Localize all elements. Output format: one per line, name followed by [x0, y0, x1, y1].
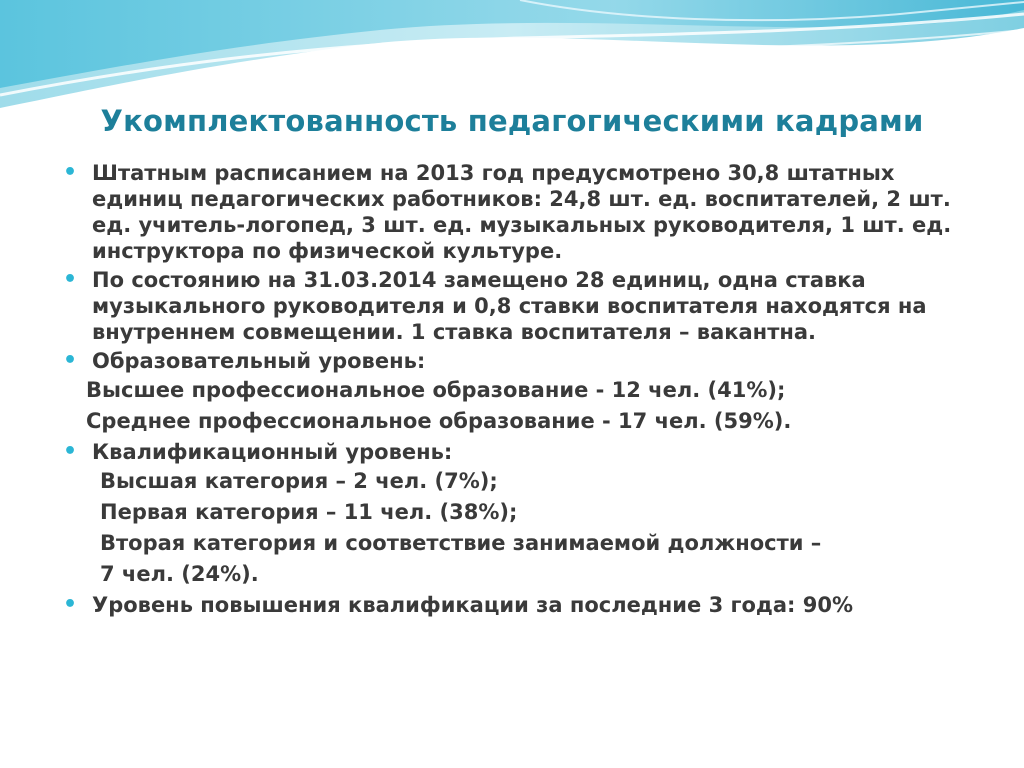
slide-content	[0, 160, 1024, 621]
education-higher: Высшее профессиональное образование - 12 чел. (41%);	[86, 378, 786, 402]
bullet-item-filled-positions	[0, 267, 952, 345]
bullet-item-staffing	[0, 160, 952, 264]
bullet-dot-icon: •	[63, 592, 78, 617]
bullet-dot-icon: •	[63, 439, 78, 464]
bullet-dot-icon: •	[63, 348, 78, 373]
bullet-item-qualification-level	[0, 439, 952, 465]
qualification-highest: Высшая категория – 2 чел. (7%);	[100, 469, 498, 493]
bullet-dot-icon: •	[63, 267, 78, 292]
bullet-text: Образовательный уровень:	[92, 349, 426, 373]
bullet-text: Уровень повышения квалификации за последние 3 года: 90%	[92, 593, 854, 617]
education-secondary: Среднее профессиональное образование - 17 чел. (59%).	[86, 409, 792, 433]
slide-title: Укомплектованность педагогическими кадрами	[100, 104, 924, 138]
qualification-second: Вторая категория и соответствие занимаемой должности –	[100, 531, 822, 555]
bullet-item-training-level	[0, 592, 952, 618]
bullet-text: По состоянию на 31.03.2014 замещено 28 единиц, одна ставка музыкального руководителя и 0,8 ставки воспитателя находятся на внутреннем совмещении. 1 ставка воспитателя – вакантна.	[92, 268, 927, 344]
bullet-item-education-level	[0, 348, 952, 374]
qualification-second-count: 7 чел. (24%).	[100, 562, 259, 586]
qualification-first: Первая категория – 11 чел. (38%);	[100, 500, 518, 524]
bullet-text: Штатным расписанием на 2013 год предусмотрено 30,8 штатных единиц педагогических работников: 24,8 шт. ед. воспитателей, 2 шт. ед. учитель-логопед, 3 шт. ед. музыкальных руководителя, 1 шт. ед. инструктора по физической культуре.	[92, 161, 952, 263]
bullet-text: Квалификационный уровень:	[92, 440, 453, 464]
bullet-dot-icon: •	[63, 160, 78, 185]
